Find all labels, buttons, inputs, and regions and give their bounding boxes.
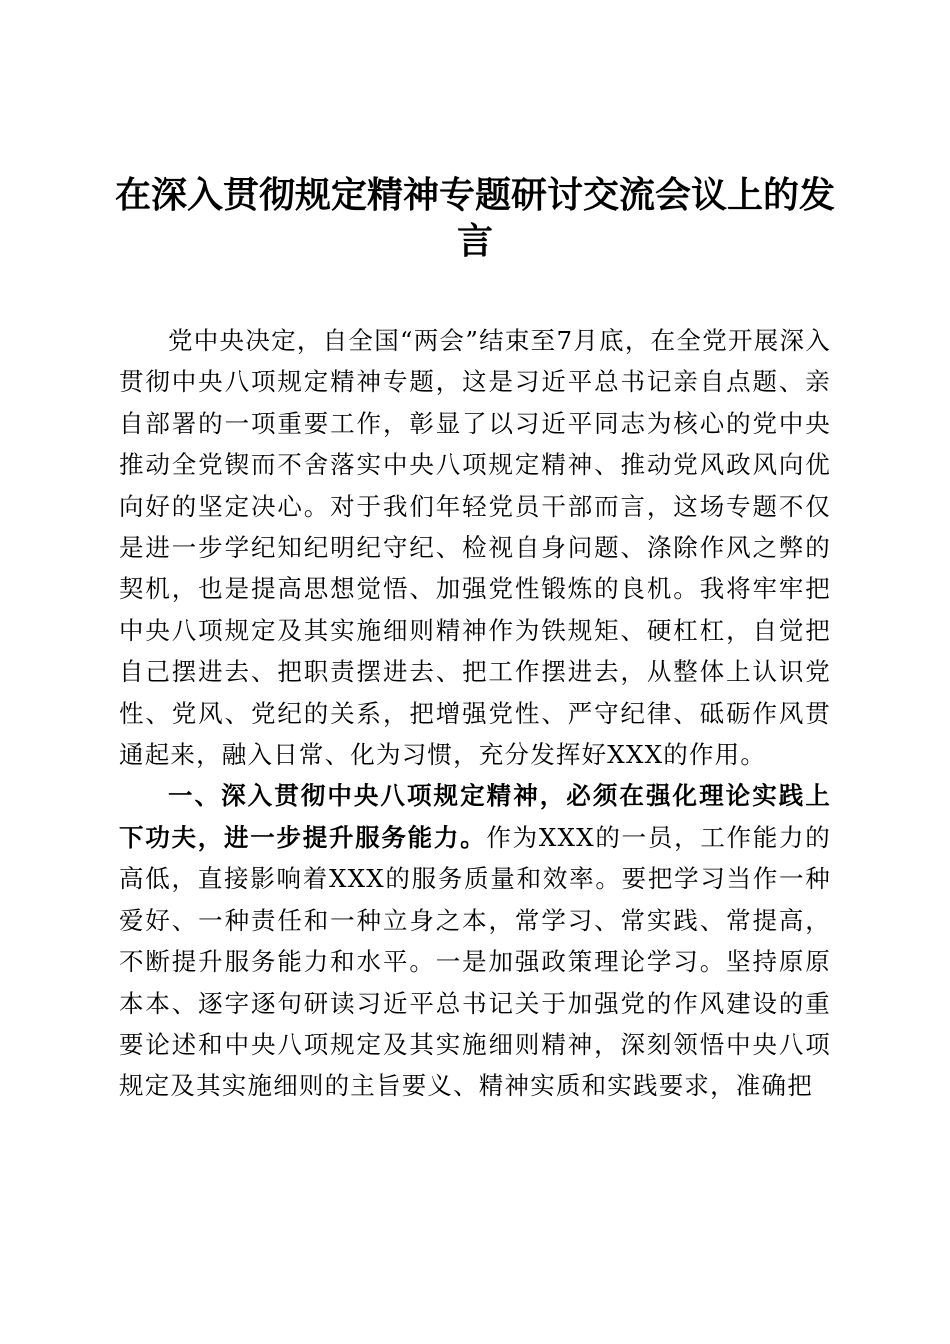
document-title: 在深入贯彻规定精神专题研讨交流会议上的发言 xyxy=(114,174,835,262)
paragraph-intro-text: 党中央决定，自全国“两会”结束至7月底，在全党开展深入贯彻中央八项规定精神专题，这是习近平总书记亲自点题、亲自部署的一项重要工作，彰显了以习近平同志为核心的党中央推动全党锲而不舍落实中央八项规定精神、推动党风政风向优向好的坚定决心。对于我们年轻党员干部而言，这场专题不仅是进一步学纪知纪明纪守纪、检视自身问题、涤除作风之弊的契机，也是提高思想觉悟、加强党性锻炼的良机。我将牢牢把中央八项规定及其实施细则精神作为铁规矩、硬杠杠，自觉把自己摆进去、把职责摆进去、把工作摆进去，从整体上认识党性、党风、党纪的关系，把增强党性、严守纪律、砥砺作风贯通起来，融入日常、化为习惯，充分发挥好XXX的作用。 xyxy=(119,326,831,770)
paragraph-section-one xyxy=(119,775,831,1106)
section-one-text: 作为XXX的一员，工作能力的高低，直接影响着XXX的服务质量和效率。要把学习当作一种爱好、一种责任和一种立身之本，常学习、常实践、常提高，不断提升服务能力和水平。一是加强政策理论学习。坚持原原本本、逐字逐句研读习近平总书记关于加强党的作风建设的重要论述和中央八项规定及其实施细则精神，深刻领悟中央八项规定及其实施细则的主旨要义、精神实质和实践要求，准确把 xyxy=(119,822,831,1101)
document-body xyxy=(119,320,831,1107)
paragraph-intro xyxy=(119,320,831,775)
section-one-heading: 一、深入贯彻中央八项规定精神，必须在强化理论实践上下功夫，进一步提升服务能力。 xyxy=(119,781,831,852)
